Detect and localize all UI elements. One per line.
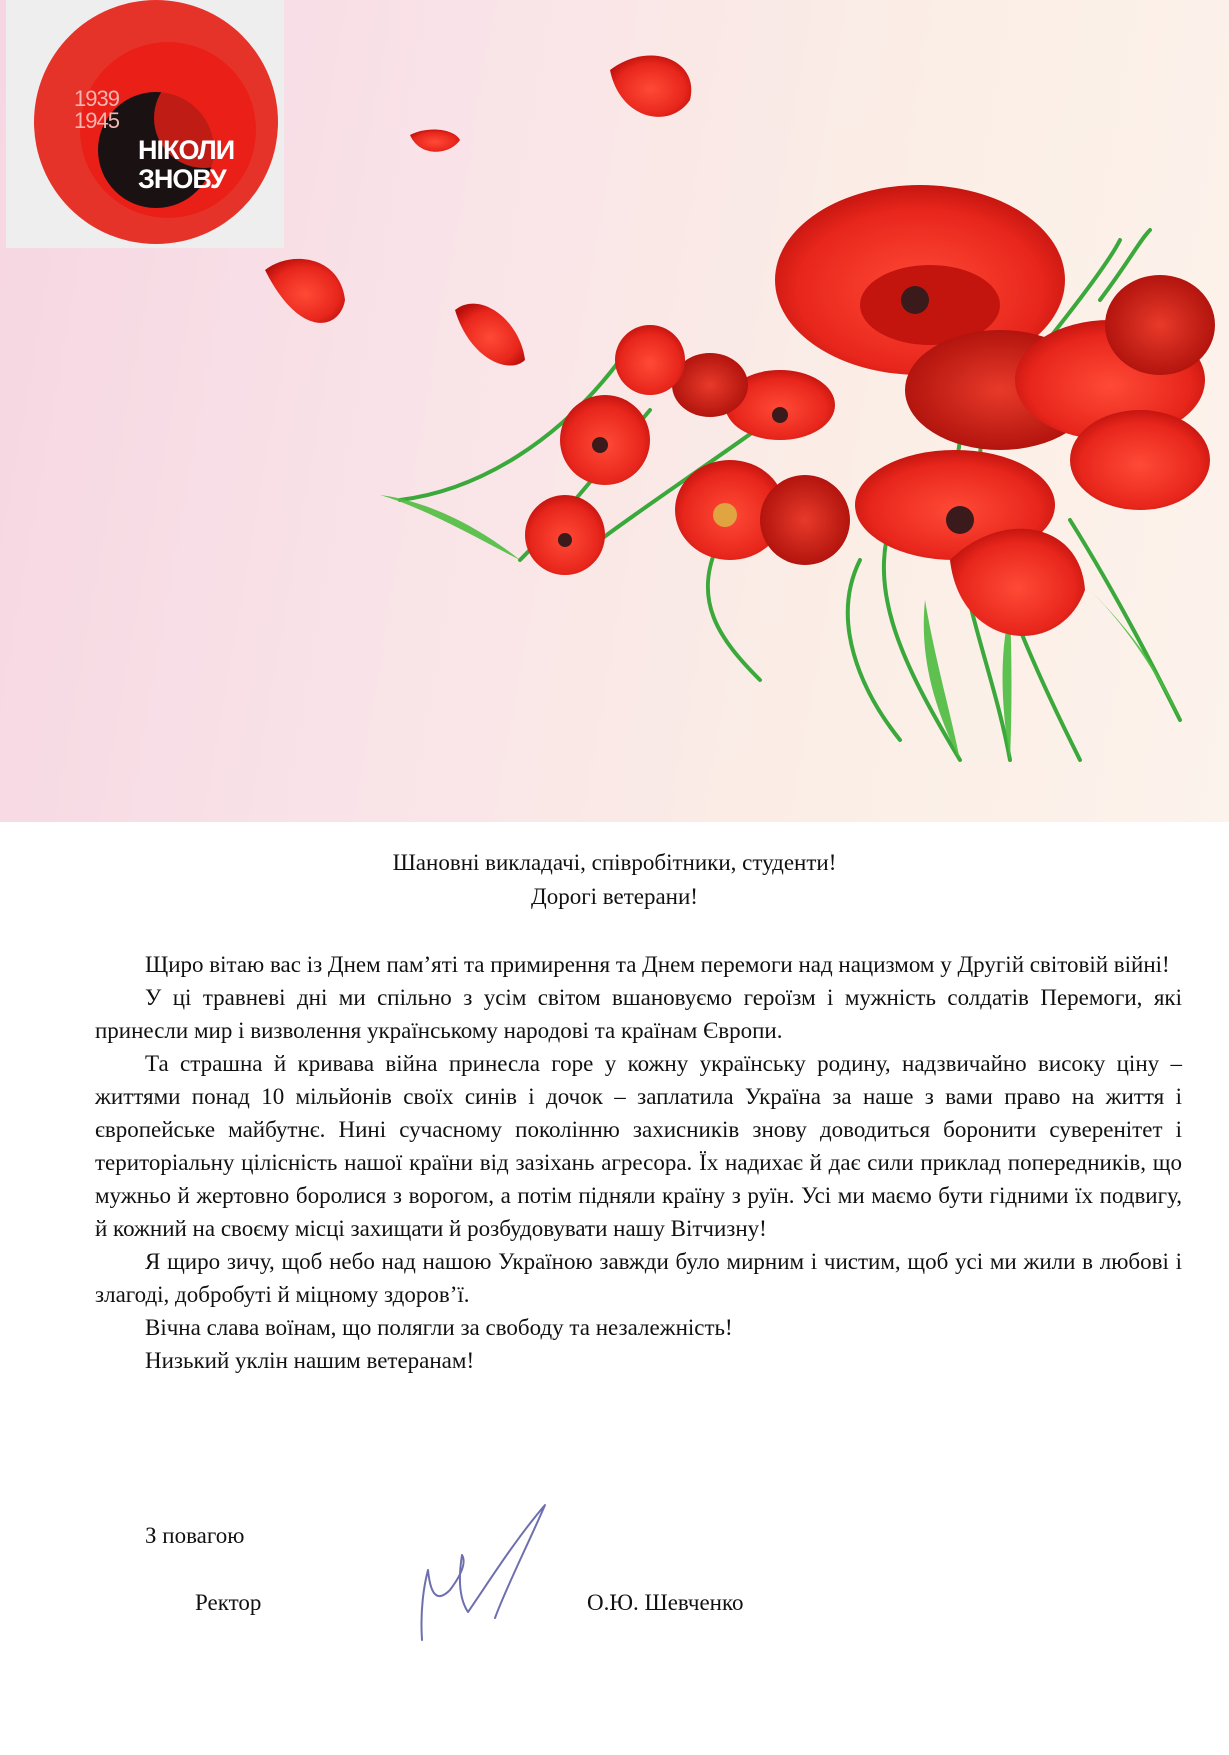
- letter-body: [95, 948, 1182, 1377]
- logo-title: [138, 136, 234, 194]
- never-again-logo: [6, 0, 284, 248]
- greeting-line1: Шановні викладачі, співробітники, студенти!: [392, 850, 837, 875]
- logo-title-line1: НІКОЛИ: [138, 135, 235, 165]
- logo-year-start: 1939: [74, 86, 119, 111]
- paragraph: Та страшна й кривава війна принесла горе у кожну українську родину, надзвичайно високу ціну – життями понад 10 мільйонів своїх синів і дочок – заплатила Україна за наше з вами право на життя і європейське майбутнє. Нині сучасному поколінню захисників знову доводиться боронити суверенітет і територіальну цілісність нашої країни від зазіхань агресора. Їх надихає й дає сили приклад попередників, що мужньо й жертовно боролися з ворогом, а потім підняли країну з руїн. Усі ми маємо бути гідними їх подвигу, й кожний на своєму місці захищати й розбудовувати нашу Вітчизну!: [95, 1051, 1182, 1241]
- paragraph: У ці травневі дні ми спільно з усім світом вшановуємо героїзм і мужність солдатів Перемоги, які принесли мир і визволення українському народові та країнам Європи.: [95, 985, 1182, 1043]
- poppy-logo-icon: [6, 0, 284, 248]
- falling-petals: [265, 56, 691, 366]
- logo-title-line2: ЗНОВУ: [138, 164, 226, 194]
- paragraph: Я щиро зичу, щоб небо над нашою Україною завжди було мирним і чистим, щоб усі ми жили в любові і злагоді, добробуті й міцному здоров’ї.: [95, 1249, 1182, 1307]
- logo-years: [74, 88, 119, 132]
- closing-phrase: З повагою: [145, 1523, 245, 1548]
- logo-year-end: 1945: [74, 108, 119, 133]
- signer-name: О.Ю. Шевченко: [587, 1590, 744, 1615]
- paragraph: Вічна слава воїнам, що полягли за свободу та незалежність!: [145, 1315, 733, 1340]
- greeting-line2: Дорогі ветерани!: [531, 884, 698, 909]
- paragraph: Низький уклін нашим ветеранам!: [145, 1348, 475, 1373]
- paragraph: Щиро вітаю вас із Днем пам’яті та примирення та Днем перемоги над нацизмом у Другій світовій війні!: [145, 952, 1170, 977]
- signer-position: Ректор: [195, 1590, 262, 1615]
- handwritten-signature: [410, 1500, 560, 1650]
